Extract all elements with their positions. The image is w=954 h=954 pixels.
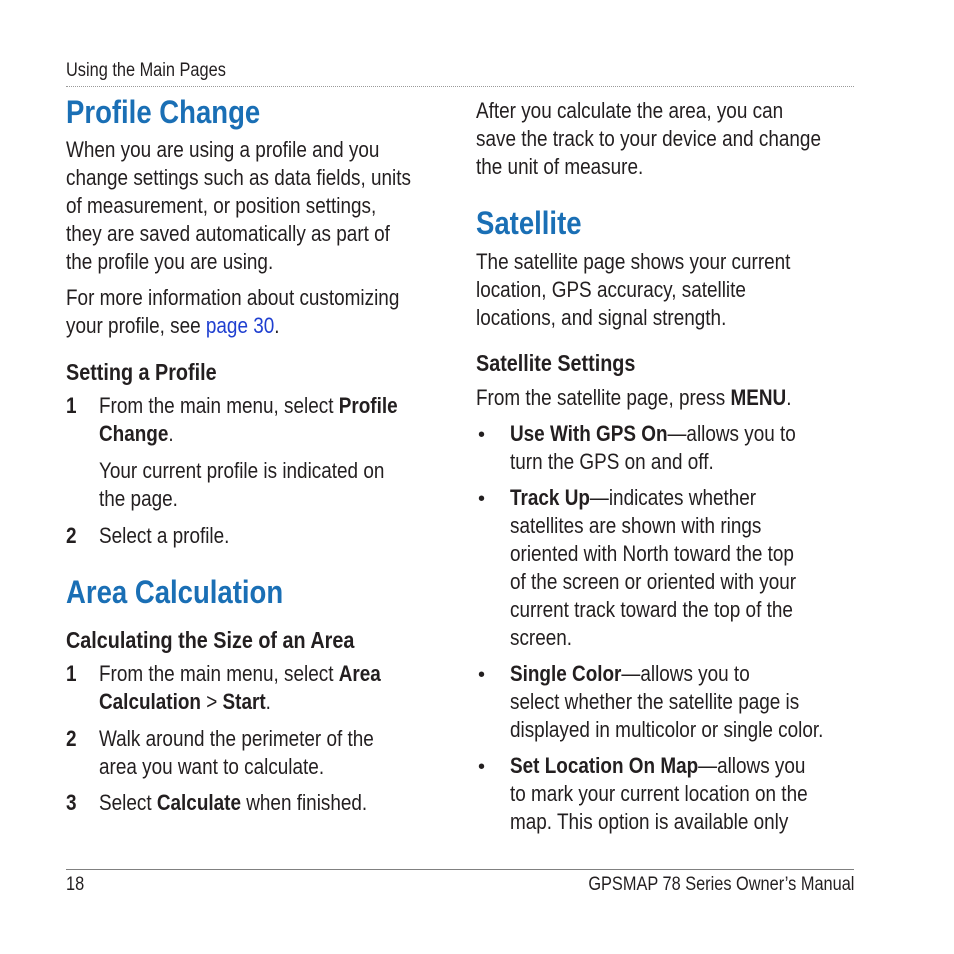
step-text: Walk around the perimeter of the [99,726,374,751]
option-name: Set Location On Map [510,753,699,778]
bullet-text: oriented with North toward the top [510,541,794,566]
subsection-title-setting-profile: Setting a Profile [66,359,217,385]
paragraph-line [476,384,791,412]
menu-item-name: Calculate [156,790,241,815]
paragraph-line: they are saved automatically as part of [66,221,390,246]
paragraph-line: locations, and signal strength. [476,305,727,330]
menu-item-name: Change [99,421,169,446]
text-span: . [274,313,280,338]
step-note: Your current profile is indicated on [99,458,385,483]
step-text [99,420,174,448]
step-text [99,392,398,420]
bullet-marker: • [478,664,486,686]
bullet-text [510,752,805,780]
bullet-text: satellites are shown with rings [510,513,762,538]
text-span: . [786,385,792,410]
subsection-title-satellite-settings: Satellite Settings [476,350,636,376]
step-text [99,789,367,817]
step-text [99,660,381,688]
key-name: MENU [730,385,787,410]
header-rule [66,86,854,87]
text-span: when finished. [240,790,368,815]
bullet-text: to mark your current location on the [510,781,808,806]
menu-item-name: Profile [338,393,398,418]
step-note: the page. [99,486,178,511]
text-span: From the main menu, select [99,661,339,686]
paragraph-line: For more information about customizing [66,285,400,310]
paragraph-line: the profile you are using. [66,249,274,274]
option-name: Track Up [510,485,590,510]
section-title-area-calculation: Area Calculation [66,574,284,610]
bullet-text: screen. [510,625,573,650]
bullet-marker: • [478,756,486,778]
bullet-marker: • [478,424,486,446]
text-span: —allows you [698,753,806,778]
option-name: Use With GPS On [510,421,668,446]
bullet-text: select whether the satellite page is [510,689,800,714]
bullet-text: displayed in multicolor or single color. [510,717,824,742]
option-name: Single Color [510,661,622,686]
text-span: Select [99,790,157,815]
section-title-satellite: Satellite [476,205,582,241]
step-text [99,688,271,716]
bullet-text: map. This option is available only [510,809,789,834]
bullet-text [510,484,756,512]
step-number: 2 [66,523,77,548]
step-number: 1 [66,393,77,418]
paragraph-line: change settings such as data fields, units [66,165,411,190]
manual-title: GPSMAP 78 Series Owner’s Manual [587,874,854,895]
bullet-marker: • [478,488,486,510]
paragraph-line: The satellite page shows your current [476,249,791,274]
bullet-text [510,660,750,688]
text-span: . [265,689,271,714]
step-text: area you want to calculate. [99,754,325,779]
text-span: —allows you to [621,661,750,686]
menu-item-name: Calculation [99,689,201,714]
step-number: 2 [66,726,77,751]
text-span: . [168,421,174,446]
step-text: Select a profile. [99,523,230,548]
text-span: —allows you to [667,421,796,446]
text-span: —indicates whether [589,485,757,510]
menu-item-name: Start [222,689,266,714]
text-span: > [200,689,223,714]
bullet-text: current track toward the top of the [510,597,793,622]
bullet-text: of the screen or oriented with your [510,569,797,594]
paragraph-line: When you are using a profile and you [66,137,380,162]
text-span: your profile, see [66,313,206,338]
page-number: 18 [66,874,85,895]
footer-rule [66,869,854,870]
text-span: From the satellite page, press [476,385,731,410]
bullet-text: turn the GPS on and off. [510,449,714,474]
bullet-text [510,420,796,448]
menu-item-name: Area [338,661,381,686]
section-title-profile-change: Profile Change [66,94,261,130]
paragraph-line: save the track to your device and change [476,126,821,151]
paragraph-line: After you calculate the area, you can [476,98,784,123]
paragraph-line: location, GPS accuracy, satellite [476,277,746,302]
step-number: 3 [66,790,77,815]
running-header: Using the Main Pages [66,60,226,81]
paragraph-line: of measurement, or position settings, [66,193,377,218]
subsection-title-calculating-area: Calculating the Size of an Area [66,627,355,653]
paragraph-line-with-link [66,312,280,340]
text-span: From the main menu, select [99,393,339,418]
page-link[interactable]: page 30 [205,313,275,338]
paragraph-line: the unit of measure. [476,154,644,179]
step-number: 1 [66,661,77,686]
